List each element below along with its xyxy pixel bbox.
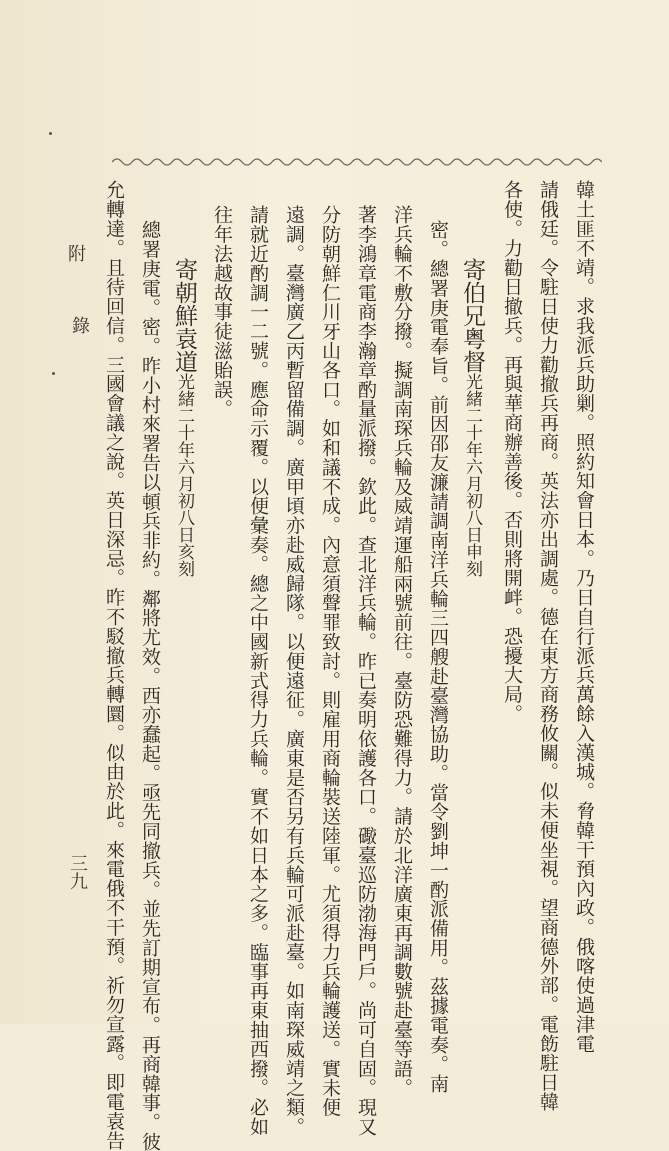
text-column-10: 請就近酌調一二號。應命示覆。以便彙奏。總之中國新式得力兵輪。實不如日本之多。臨事再東抽西撥。必如 <box>247 205 269 1137</box>
wavy-divider-rule <box>112 152 602 172</box>
text-column-7: 著李鴻章電商李瀚章酌量派撥。欽此。查北洋兵輪。昨已奏明依護各口。礮臺巡防渤海門戶。尚可自固。現又 <box>355 205 377 1137</box>
footer-section-label: 附 <box>65 244 86 262</box>
letter-heading-date: 光緒二十年六月初八日亥刻 <box>174 373 194 577</box>
letter-heading-2 <box>170 258 198 577</box>
text-column-14: 允轉達。且待回信。三國會議之說。英日深忌。昨不駁撤兵轉圜。似由於此。來電俄不干預。祈勿宣露。即電袁告 <box>103 180 125 1150</box>
text-column-2: 請俄廷。令駐日使力勸撤兵再商。英法亦出調處。德在東方商務攸關。似未便坐視。望商德外部。電飭駐日韓 <box>537 180 559 1112</box>
page-number: 三九 <box>67 854 88 890</box>
letter-heading-1 <box>458 258 486 577</box>
text-column-9: 遠調。臺灣廣乙丙暫留備調。廣甲頃亦赴威歸隊。以便遠征。廣東是否另有兵輪可派赴臺。如南琛威靖之類。 <box>283 205 305 1137</box>
footer-center-label: 錄 <box>69 316 90 334</box>
text-column-6: 洋兵輪不敷分撥。擬調南琛兵輪及威靖運船兩號前往。臺防恐難得力。請於北洋廣東再調數號赴臺等語。 <box>391 205 413 1098</box>
text-column-13: 總署庚電。密。昨小村來署告以頓兵非約。鄰將尤效。西亦蠢起。亟先同撤兵。並先訂期宣布。再商韓事。彼 <box>139 220 161 1151</box>
text-column-1: 韓土匪不靖。求我派兵助剿。照約知會日本。乃日自行派兵萬餘入漢城。脅韓干預內政。俄喀使過津電 <box>573 180 595 1053</box>
text-column-5: 密。總署庚電奉旨。前因邵友濂請調南洋兵輪三四艘赴臺灣協助。當令劉坤一酌派備用。茲據電奏。南 <box>427 220 449 1093</box>
letter-heading-date: 光緒二十年六月初八日申刻 <box>462 373 482 577</box>
text-column-3: 各使。力勸日撤兵。再與華商辦善後。否則將開衅。恐擾大局。 <box>501 180 523 724</box>
margin-speck <box>52 372 55 375</box>
letter-heading-title: 寄伯兄粤督 <box>459 258 485 373</box>
margin-speck <box>49 132 52 135</box>
text-column-8: 分防朝鮮仁川牙山各口。如和議不成。內意須聲罪致討。則雇用商輪裝送陸軍。尤須得力兵輪護送。實未便 <box>319 205 341 1117</box>
letter-heading-title: 寄朝鮮袁道 <box>171 258 197 373</box>
text-column-11: 往年法越故事徒滋貽誤。 <box>211 205 233 419</box>
